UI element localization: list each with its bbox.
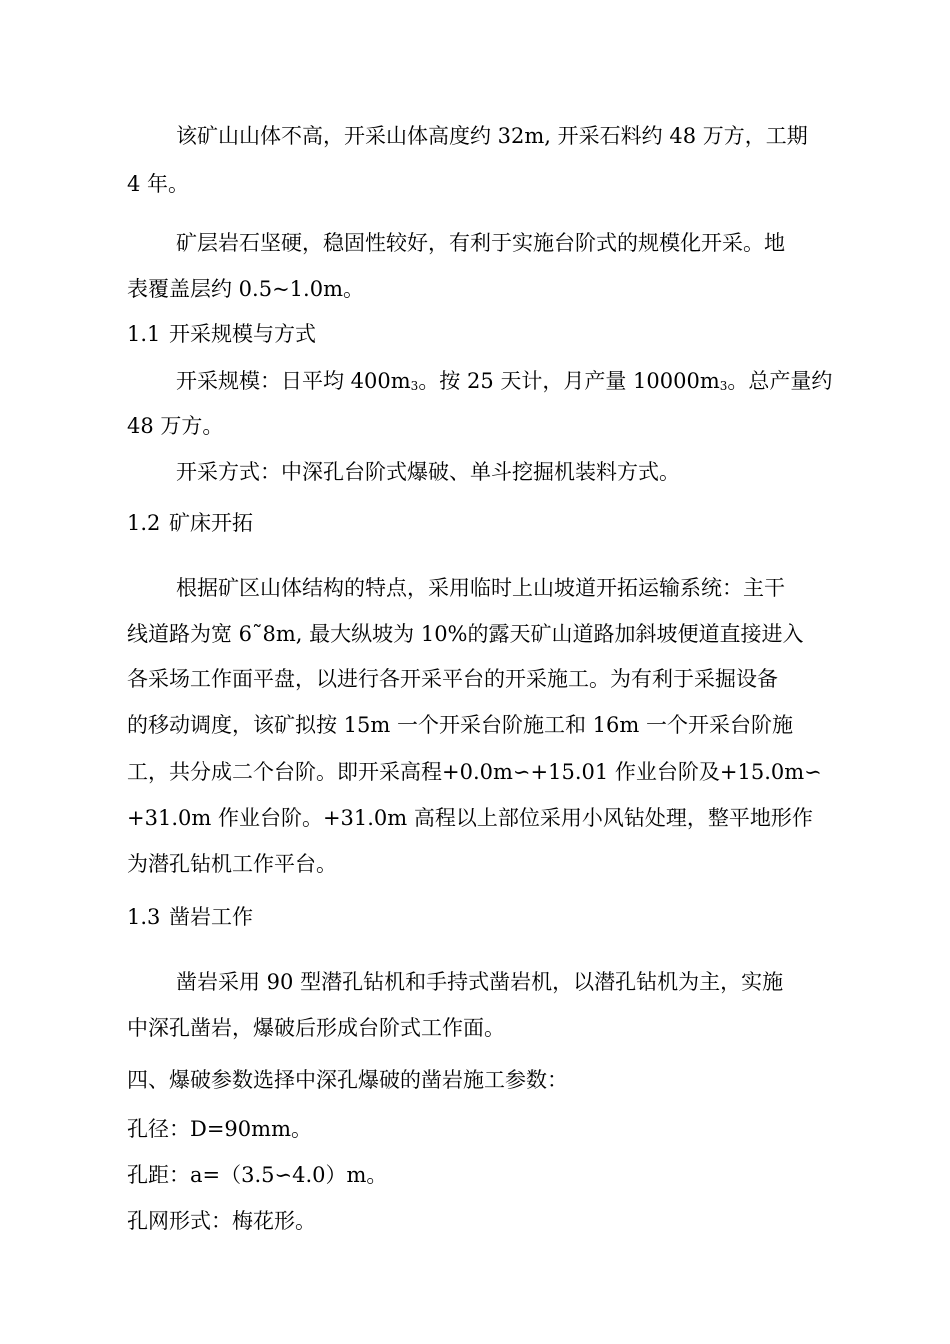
paragraph-line: 各采场工作面平盘，以进行各开采平台的开采施工。为有利于采掘设备 — [127, 667, 778, 691]
unit-exponent: 3 — [719, 379, 728, 393]
section-heading — [127, 902, 253, 932]
parameter-line: 孔径：D=90mm。 — [127, 1117, 312, 1141]
section-title: 开采规模与方式 — [169, 322, 316, 346]
unit-exponent: 3 — [410, 379, 419, 393]
parameter-line: 孔网形式：梅花形。 — [127, 1209, 316, 1233]
paragraph-line: 根据矿区山体结构的特点，采用临时上山坡道开拓运输系统：主干 — [176, 576, 785, 600]
text-run: 。按 25 天计，月产量 10000m — [418, 369, 720, 393]
parameter-line: 孔距：a=（3.5∽4.0）m。 — [127, 1163, 388, 1187]
text-run: 开采规模：日平均 400m — [176, 369, 411, 393]
paragraph-line — [176, 366, 832, 396]
section-heading — [127, 508, 253, 538]
section-title: 凿岩工作 — [169, 905, 253, 929]
paragraph-line: 中深孔凿岩，爆破后形成台阶式工作面。 — [127, 1016, 505, 1040]
section-heading — [127, 319, 316, 349]
paragraph-line: 该矿山山体不高，开采山体高度约 32m, 开采石料约 48 万方，工期 — [176, 124, 808, 148]
paragraph-line: +31.0m 作业台阶。+31.0m 高程以上部位采用小风钻处理，整平地形作 — [127, 806, 813, 830]
paragraph-line: 的移动调度，该矿拟按 15m 一个开采台阶施工和 16m 一个开采台阶施 — [127, 713, 793, 737]
paragraph-line: 开采方式：中深孔台阶式爆破、单斗挖掘机装料方式。 — [176, 460, 680, 484]
text-run: 。总产量约 — [727, 369, 833, 393]
section-title: 矿床开拓 — [169, 511, 253, 535]
section-number: 1.3 — [127, 905, 161, 929]
paragraph-line: 4 年。 — [127, 172, 190, 196]
section-number: 1.1 — [127, 322, 161, 346]
section-heading: 四、爆破参数选择中深孔爆破的凿岩施工参数： — [127, 1068, 568, 1092]
paragraph-line: 工，共分成二个台阶。即开采高程+0.0m∽+15.01 作业台阶及+15.0m∽ — [127, 760, 822, 784]
paragraph-line: 凿岩采用 90 型潜孔钻机和手持式凿岩机，以潜孔钻机为主，实施 — [176, 970, 784, 994]
paragraph-line: 线道路为宽 6˜8m, 最大纵坡为 10%的露天矿山道路加斜坡便道直接进入 — [127, 622, 804, 646]
paragraph-line: 表覆盖层约 0.5~1.0m。 — [127, 277, 364, 301]
paragraph-line: 为潜孔钻机工作平台。 — [127, 852, 337, 876]
paragraph-line: 48 万方。 — [127, 414, 224, 438]
paragraph-line: 矿层岩石坚硬，稳固性较好，有利于实施台阶式的规模化开采。地 — [176, 231, 785, 255]
section-number: 1.2 — [127, 511, 161, 535]
